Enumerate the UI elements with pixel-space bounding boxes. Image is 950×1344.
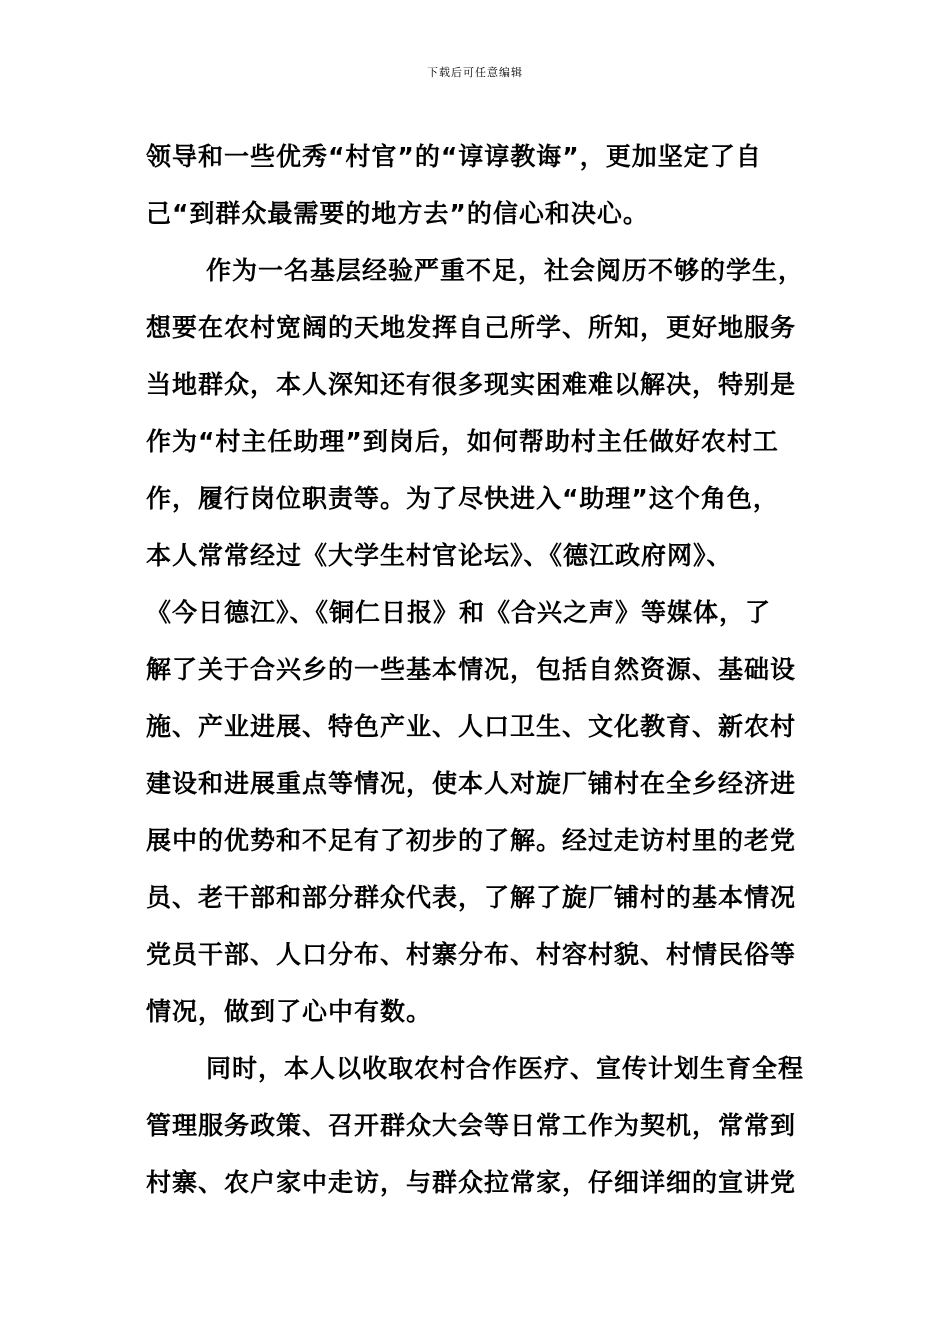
text-line: 作，履行岗位职责等。为了尽快进入“助理”这个角色， [146,484,779,513]
text-line: 施、产业进展、特色产业、人口卫生、文化教育、新农村 [146,712,797,741]
text-line: 建设和进展重点等情况，使本人对旋厂铺村在全乡经济进 [146,769,797,798]
text-line: 当地群众，本人深知还有很多现实困难难以解决，特别是 [146,370,797,399]
paragraph-start-line: 同时，本人以收取农村合作医疗、宣传计划生育全程 [206,1054,805,1083]
text-line: 展中的优势和不足有了初步的了解。经过走访村里的老党 [146,826,797,855]
text-line: 领导和一些优秀“村官”的“谆谆教诲”，更加坚定了自 [146,142,762,171]
text-line: 员、老干部和部分群众代表，了解了旋厂铺村的基本情况 [146,883,797,912]
text-line: 村寨、农户家中走访，与群众拉常家，仔细详细的宣讲党 [146,1168,797,1197]
page-header: 下载后可任意编辑 [427,66,523,79]
text-line: 党员干部、人口分布、村寨分布、村容村貌、村情民俗等 [146,940,797,969]
text-line: 管理服务政策、召开群众大会等日常工作为契机，常常到 [146,1111,797,1140]
text-line: 己“到群众最需要的地方去”的信心和决心。 [146,199,649,228]
text-line: 想要在农村宽阔的天地发挥自己所学、所知，更好地服务 [146,313,797,342]
paragraph-start-line: 作为一名基层经验严重不足，社会阅历不够的学生， [206,256,805,285]
text-line: 作为“村主任助理”到岗后，如何帮助村主任做好农村工 [146,427,779,456]
text-line: 情况，做到了心中有数。 [146,997,433,1026]
text-line: 本人常常经过《大学生村官论坛》、《德江政府网》、 [146,541,733,570]
text-line: 解了关于合兴乡的一些基本情况，包括自然资源、基础设 [146,655,797,684]
document-body [146,128,806,1211]
text-line: 《今日德江》、《铜仁日报》和《合兴之声》等媒体，了 [146,598,772,627]
